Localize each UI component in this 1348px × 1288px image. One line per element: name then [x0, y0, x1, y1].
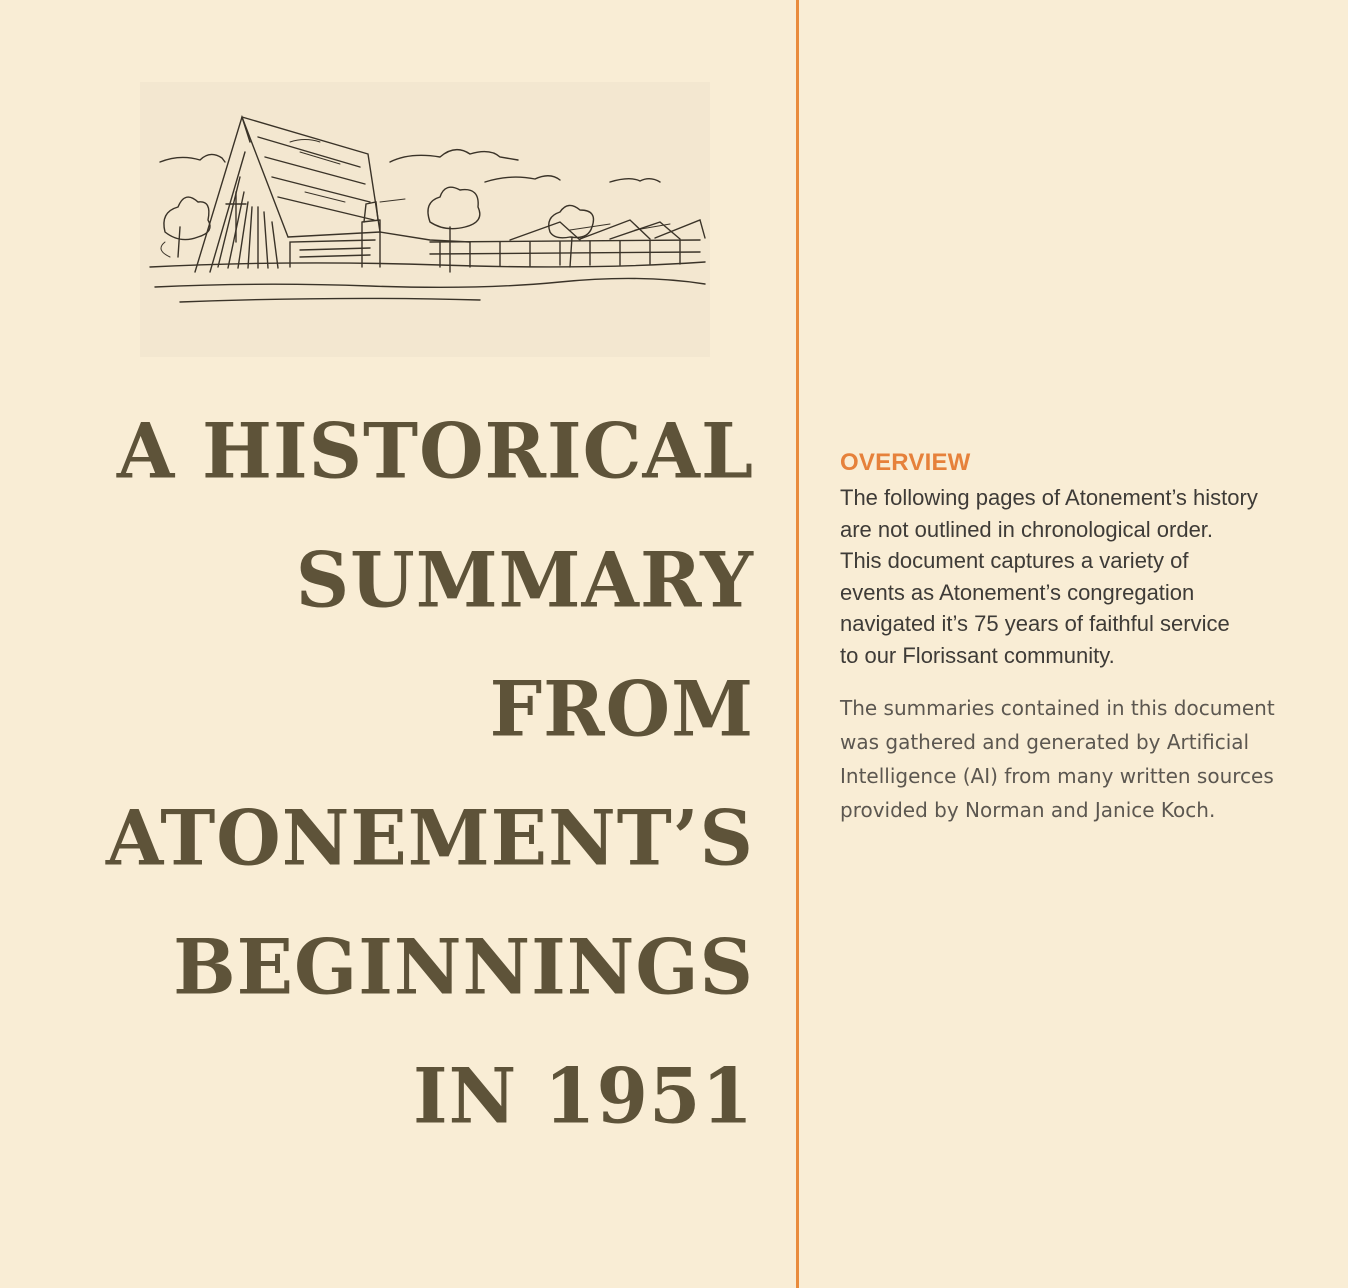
overview-body-line: are not outlined in chronological order.: [840, 516, 1214, 542]
note-line: was gathered and generated by Artificial: [840, 730, 1250, 754]
ai-disclaimer-note: [840, 691, 1320, 827]
overview-body: [840, 482, 1320, 671]
title-line-6: IN 1951: [413, 1053, 754, 1141]
vertical-divider: [796, 0, 799, 1288]
title-line-2: SUMMARY: [295, 537, 754, 625]
overview-body-line: events as Atonement’s congregation: [840, 579, 1195, 605]
note-line: The summaries contained in this document: [840, 696, 1275, 720]
note-line: Intelligence (AI) from many written sources: [840, 764, 1274, 788]
church-sketch-illustration: [140, 82, 710, 357]
title-line-3: FROM: [489, 666, 754, 754]
title-line-4: ATONEMENT’S: [105, 795, 754, 883]
overview-body-line: The following pages of Atonement’s history: [840, 485, 1258, 510]
title-line-1: A HISTORICAL: [116, 408, 754, 496]
overview-body-line: This document captures a variety of: [840, 548, 1189, 573]
title-line-5: BEGINNINGS: [173, 924, 754, 1012]
overview-body-line: navigated it’s 75 years of faithful service: [840, 611, 1230, 636]
overview-section: [840, 448, 1320, 827]
note-line: provided by Norman and Janice Koch.: [840, 798, 1216, 822]
document-title: [14, 388, 754, 1162]
overview-body-line: to our Florissant community.: [840, 642, 1115, 668]
overview-heading: OVERVIEW: [840, 449, 971, 476]
